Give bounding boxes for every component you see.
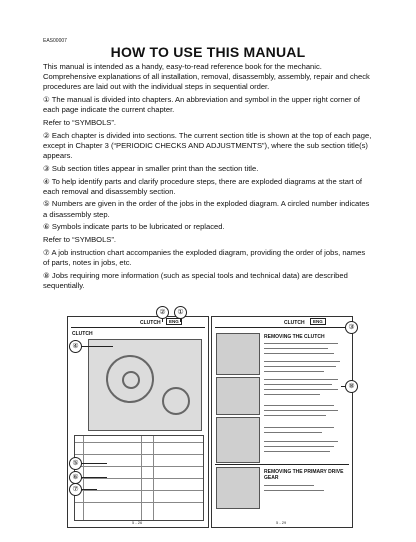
sample-left-page — [67, 316, 209, 528]
left-section-title: CLUTCH — [140, 320, 161, 326]
header-rule — [71, 327, 205, 328]
right-section-title: CLUTCH — [284, 320, 305, 326]
callout-4: ④ — [69, 340, 82, 353]
sample-page-figure — [63, 306, 357, 542]
right-subsection-title-2: REMOVING THE PRIMARY DRIVE GEAR — [264, 469, 344, 481]
document-code: EAS00007 — [43, 38, 67, 44]
paragraph: ⑧ Jobs requiring more information (such as special tools and technical data) are described sequentially. — [43, 270, 348, 290]
job-instruction-chart — [74, 435, 204, 521]
body-text — [43, 62, 373, 294]
sample-right-page — [211, 316, 353, 528]
paragraph: ⑥ Symbols indicate parts to be lubricated or replaced. — [43, 222, 225, 232]
section-rule — [215, 464, 349, 465]
paragraph: Refer to “SYMBOLS”. — [43, 118, 117, 128]
clutch-hub-drawing — [122, 371, 140, 389]
paragraph: ⑤ Numbers are given in the order of the jobs in the exploded diagram. A circled number indicates a disassembly step. — [43, 199, 370, 219]
callout-5: ⑤ — [69, 457, 82, 470]
callout-8: ⑧ — [345, 380, 358, 393]
procedure-photo — [216, 467, 260, 509]
paragraph: ④ To help identify parts and clarify procedure steps, there are exploded diagrams at the start of each removal and disassembly section. — [43, 176, 363, 196]
callout-6-left: ⑥ — [69, 471, 82, 484]
callout-2: ② — [156, 306, 169, 319]
header-rule — [215, 327, 349, 328]
paragraph: ② Each chapter is divided into sections. The current section title is shown at the top of each page, except in Chapter 3 (“PERIODIC CHECKS AND ADJUSTMENTS”), where the sub section title(s) appears. — [43, 130, 372, 161]
paragraph: Refer to “SYMBOLS”. — [43, 235, 117, 245]
gear-drawing — [162, 387, 190, 415]
procedure-photo — [216, 377, 260, 415]
paragraph: This manual is intended as a handy, easy-to-read reference book for the mechanic. Comprehensive explanations of all installation, removal, disassembly, assembly, repair and check procedures are laid out with the individual steps in sequential order. — [43, 62, 370, 92]
right-page-number: 5 - 29 — [276, 520, 287, 525]
procedure-photo — [216, 333, 260, 375]
right-subsection-title: REMOVING THE CLUTCH — [264, 334, 325, 340]
right-chapter-box: ENG — [310, 318, 326, 325]
paragraph: ⑦ A job instruction chart accompanies the exploded diagram, providing the order of jobs, names of parts, notes in jobs, etc. — [43, 247, 366, 267]
left-subsection-title: CLUTCH — [72, 331, 93, 337]
callout-1: ① — [174, 306, 187, 319]
procedure-photo — [216, 417, 260, 463]
paragraph: ③ Sub section titles appear in smaller print than the section title. — [43, 163, 259, 173]
callout-7: ⑦ — [69, 483, 82, 496]
page-title: HOW TO USE THIS MANUAL — [110, 44, 306, 60]
left-page-number: 5 - 26 — [132, 520, 143, 525]
left-chapter-box: ENG — [166, 318, 182, 325]
paragraph: ① The manual is divided into chapters. An abbreviation and symbol in the upper right corner of each page indicate the current chapter. — [43, 95, 360, 115]
callout-3: ③ — [345, 321, 358, 334]
